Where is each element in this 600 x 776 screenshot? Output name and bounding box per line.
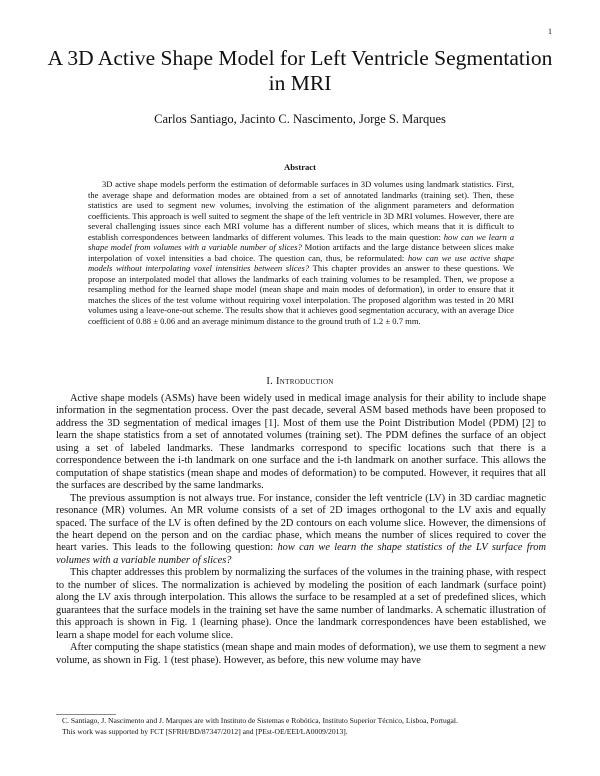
body-paragraph-1: Active shape models (ASMs) have been widely used in medical image analysis for their ability to include shape information in the segmentation process. Over the past decade, several ASM based methods have been proposed to address the 3D segmentation of medical images [1]. Most of them use the Point Distribution Model (PDM) [2] to learn the shape statistics from a set of annotated volumes (training set). The PDM defines the surface of an object using a set of labeled landmarks. These landmarks correspond to specific locations such that there is a correspondence between the i-th landmark on one surface and the i-th landmark on another surface. This allows the computation of shape statistics (mean shape and modes of deformation) to be computed. However, it requires that all the surfaces are described by the same landmarks.	[56, 393, 546, 492]
abstract-text-1: 3D active shape models perform the estimation of deformable surfaces in 3D volumes using landmark statistics. First, the average shape and deformation modes are obtained from a set of annotated landmarks (training set). Then, these statistics are used to segment new volumes, involving the estimation of the alignment parameters and deformation coefficients. This approach is well suited to segment the shape of the left ventricle in 3D MRI volumes. However, there are several challenging issues since each MRI volume has a different number of slices, which means that it is difficult to establish correspondences between landmarks of different volumes. This leads to the main question:	[88, 179, 514, 242]
abstract-question-2: how can we use active shape models without interpolating voxel intensities between slices?	[88, 252, 514, 273]
abstract-body	[88, 179, 514, 326]
paper-title: A 3D Active Shape Model for Left Ventricle Segmentation in MRI	[47, 46, 553, 95]
abstract-text-3: This chapter provides an answer to these questions. We propose an interpolated model that allows the landmarks of each training volumes to be resampled. Then, we propose a resampling method for the learned shape model (mean shape and main modes of deformation), in order to ensure that it matches the slices of the test volume without requiring voxel interpolation. The proposed algorithm was tested in 20 MRI volumes using a leave-one-out scheme. The results show that it achieves good segmentation accuracy, with an average Dice coefficient of 0.88 ± 0.06 and an average minimum distance to the ground truth of 1.2 ± 0.7 mm.	[88, 263, 514, 326]
page-number: 1	[548, 27, 552, 36]
section-numeral: I.	[266, 376, 276, 387]
abstract-text-2: Motion artifacts and the large distance between slices make interpolation of voxel intensities a bad choice. The question can, thus, be reformulated:	[88, 242, 514, 263]
body-paragraph-2	[56, 493, 546, 568]
body-paragraph-2-text: The previous assumption is not always true. For instance, consider the left ventricle (LV) in 3D cardiac magnetic resonance (MR) volumes. An MR volume consists of a set of 2D images orthogonal to the LV axis and equally spaced. The surface of the LV is often defined by the 2D contours on each volume slice. However, the dimensions of the heart depend on the person and on the cardiac phase, which means the number of slices required to cover the heart varies. This leads to the following question:	[56, 492, 546, 554]
author-list: Carlos Santiago, Jacinto C. Nascimento, Jorge S. Marques	[154, 112, 446, 126]
body-paragraph-2-question: how can we learn the shape statistics of the LV surface from volumes with a variable number of slices?	[56, 542, 546, 566]
footnote-affiliation: C. Santiago, J. Nascimento and J. Marques are with Instituto de Sistemas e Robótica, Instituto Superior Técnico, Lisboa, Portugal.	[62, 716, 458, 725]
body-paragraph-3: This chapter addresses this problem by normalizing the surfaces of the volumes in the training phase, with respect to the number of slices. The normalization is achieved by modeling the position of each landmark (surface point) along the LV axis through interpolation. This allows the surface to be resampled at a set of predefined slices, which guarantees that the surface models in the training set have the same number of landmarks. A schematic illustration of this approach is shown in Fig. 1 (learning phase). Once the landmark correspondences have been established, we learn a shape model for each volume slice.	[56, 567, 546, 641]
body-text	[56, 393, 546, 667]
abstract-question-1: how can we learn a shape model from volumes with a variable number of slices?	[88, 231, 514, 252]
footnotes	[56, 716, 546, 738]
abstract-heading: Abstract	[284, 162, 316, 172]
footnote-funding: This work was supported by FCT [SFRH/BD/87347/2012] and [PEst-OE/EEI/LA0009/2013].	[62, 726, 348, 736]
body-paragraph-4: After computing the shape statistics (mean shape and main modes of deformation), we use them to segment a new volume, as shown in Fig. 1 (test phase). However, as before, this new volume may have	[56, 642, 546, 666]
section-title: Introduction	[276, 376, 334, 387]
footnote-divider	[56, 714, 116, 715]
section-heading-introduction	[40, 376, 560, 387]
